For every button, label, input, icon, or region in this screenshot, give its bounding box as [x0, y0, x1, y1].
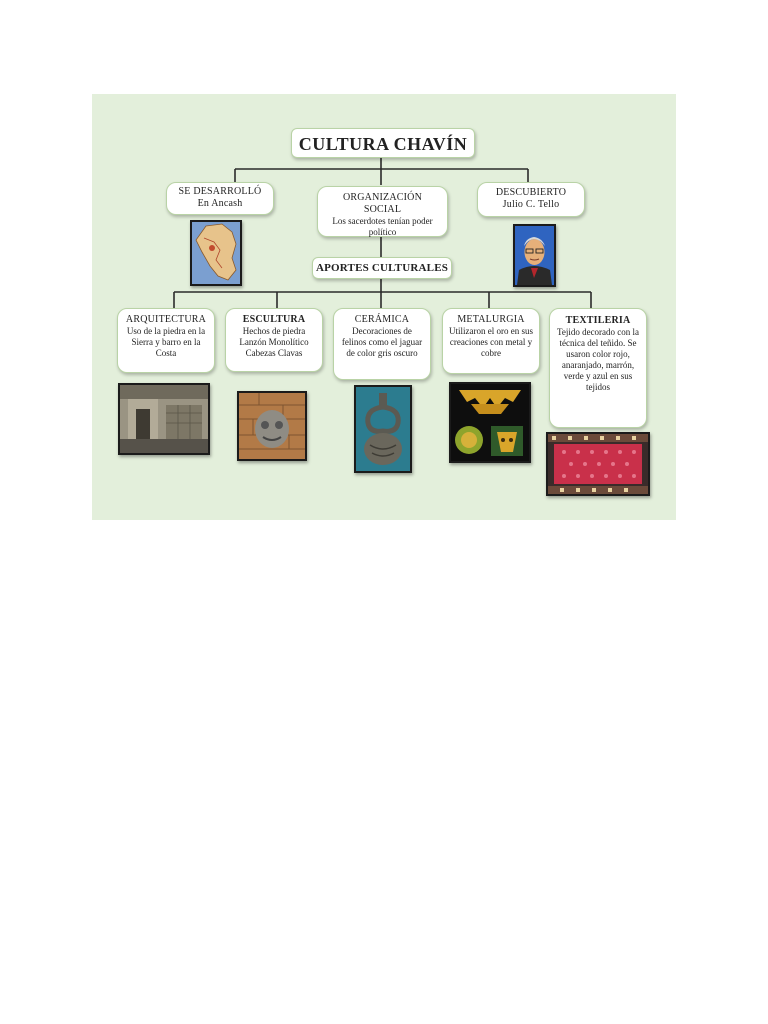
ceramica-heading: CERÁMICA — [354, 314, 410, 325]
stirrup-vessel-image — [354, 385, 412, 473]
diagram-title: CULTURA CHAVÍN — [298, 134, 468, 154]
ceramica-text: Decoraciones de felinos como el jaguar de color gris oscuro — [341, 326, 423, 358]
node-arquitectura — [117, 308, 215, 373]
peru-map-icon — [192, 222, 240, 284]
peru-map-image — [190, 220, 242, 286]
node-textileria — [549, 308, 647, 428]
node-desarrollo-text: En Ancash — [197, 198, 243, 209]
node-organizacion-text: Los sacerdotes tenían poder político — [332, 216, 433, 237]
escultura-heading: ESCULTURA — [242, 314, 306, 325]
gold-ornaments-image — [449, 382, 531, 463]
node-organizacion — [317, 186, 448, 237]
textileria-heading: TEXTILERIA — [565, 315, 631, 326]
escultura-text: Hechos de piedra Lanzón Monolítico Cabezas Clavas — [239, 326, 309, 358]
node-descubierto-text: Julio C. Tello — [502, 199, 560, 210]
stone-temple-image — [118, 383, 210, 455]
node-organizacion-heading: ORGANIZACIÓN SOCIAL — [342, 192, 423, 215]
textileria-text: Tejido decorado con la técnica del teñido. Se usaron color rojo, anaranjado, marrón, verde y azul en sus tejidos — [556, 327, 640, 392]
node-desarrollo — [166, 182, 274, 215]
node-ceramica — [333, 308, 431, 380]
arquitectura-text: Uso de la piedra en la Sierra y barro en la Costa — [126, 326, 206, 358]
stone-head-image — [237, 391, 307, 461]
gold-ornament-icon — [451, 384, 529, 461]
stone-head-icon — [239, 393, 305, 459]
node-desarrollo-heading: SE DESARROLLÓ — [178, 186, 262, 197]
julio-tello-portrait — [513, 224, 556, 287]
temple-icon — [120, 385, 208, 453]
node-metalurgia — [442, 308, 540, 374]
arquitectura-heading: ARQUITECTURA — [125, 314, 207, 325]
metalurgia-text: Utilizaron el oro en sus creaciones con metal y cobre — [449, 326, 533, 358]
vessel-icon — [356, 387, 410, 471]
metalurgia-heading: METALURGIA — [457, 314, 525, 325]
aportes-label: APORTES CULTURALES — [315, 262, 449, 274]
node-descubierto-heading: DESCUBIERTO — [495, 187, 567, 198]
node-aportes — [312, 257, 452, 279]
node-descubierto — [477, 182, 585, 217]
title-node — [291, 128, 475, 158]
textile-icon — [548, 434, 648, 494]
portrait-icon — [515, 226, 554, 285]
diagram-panel — [92, 94, 676, 520]
node-escultura — [225, 308, 323, 372]
red-textile-image — [546, 432, 650, 496]
